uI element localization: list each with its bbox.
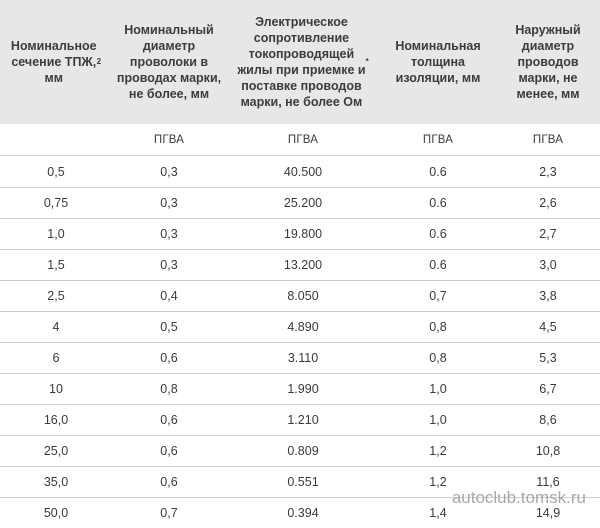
table-cell: 35,0 <box>43 474 69 489</box>
table-cell: 3,0 <box>539 257 557 272</box>
table-row <box>0 373 600 405</box>
table-cell: 25.200 <box>283 195 323 210</box>
table-cell: 1,0 <box>429 412 447 427</box>
table-cell: 0,7 <box>429 288 447 303</box>
table-cell: 0,3 <box>160 226 178 241</box>
table-cell: 0,6 <box>160 474 178 489</box>
header-cross-section-text: Номинальное сечение ТПЖ, мм <box>10 39 97 85</box>
header-insulation-thickness: Номинальная толщина изоляции, мм <box>395 39 481 85</box>
table-cell: 6 <box>52 350 60 365</box>
table-cell: 1,2 <box>429 443 447 458</box>
table-cell: 1,0 <box>47 226 65 241</box>
table-cell: 0,5 <box>47 164 65 179</box>
table-cell: 4,5 <box>539 319 557 334</box>
table-cell: 2,6 <box>539 195 557 210</box>
table-row <box>0 404 600 436</box>
table-cell: 0.6 <box>429 195 447 210</box>
table-cell: 0.6 <box>429 164 447 179</box>
table-cell: 3,8 <box>539 288 557 303</box>
table-cell: 2,7 <box>539 226 557 241</box>
table-cell: 8.050 <box>287 288 319 303</box>
table-cell: 0,8 <box>429 319 447 334</box>
subheader-cell: ПГВА <box>153 133 185 146</box>
header-resistance-text: Электрическое сопротивление токопроводящей жилы при приемке и поставке проводов марки, не более Ом <box>237 15 366 109</box>
table-cell: 10 <box>49 381 63 396</box>
table-cell: 0,75 <box>43 195 69 210</box>
table-cell: 0,3 <box>160 257 178 272</box>
table-cell: 1.210 <box>287 412 319 427</box>
table-header <box>0 0 600 124</box>
table-cell: 1.990 <box>287 381 319 396</box>
table-cell: 0,3 <box>160 195 178 210</box>
table-row <box>0 342 600 374</box>
table-cell: 0,8 <box>429 350 447 365</box>
table-cell: 6,7 <box>539 381 557 396</box>
table-cell: 4.890 <box>287 319 319 334</box>
subheader-row <box>0 124 600 156</box>
table-cell: 4 <box>52 319 60 334</box>
subheader-cell <box>0 124 112 155</box>
table-row <box>0 435 600 467</box>
table-cell: 0,8 <box>160 381 178 396</box>
table-cell: 3.110 <box>287 350 319 365</box>
table-cell: 0,6 <box>160 412 178 427</box>
table-cell: 0,6 <box>160 350 178 365</box>
table-cell: 25,0 <box>43 443 69 458</box>
table-cell: 0,5 <box>160 319 178 334</box>
table-cell: 19.800 <box>283 226 323 241</box>
watermark: autoclub.tomsk.ru <box>451 488 586 507</box>
table-cell: 0.6 <box>429 257 447 272</box>
header-resistance: Электрическое сопротивление токопроводящей жилы при приемке и поставке проводов марки, не более Ом * <box>237 15 369 109</box>
table-cell: 0.809 <box>287 443 319 458</box>
table-cell: 2,3 <box>539 164 557 179</box>
table-cell: 1,5 <box>47 257 65 272</box>
table-cell: 0,6 <box>160 443 178 458</box>
table-cell: 0.551 <box>287 474 319 489</box>
table-cell: 8,6 <box>539 412 557 427</box>
table-cell: 1,2 <box>429 474 447 489</box>
table-cell: 2,5 <box>47 288 65 303</box>
header-wire-diameter: Номинальный диаметр проволоки в проводах марки, не более, мм <box>116 23 222 101</box>
table-cell: 0.6 <box>429 226 447 241</box>
table-cell: 11,6 <box>536 474 560 489</box>
table-cell: 0,4 <box>160 288 178 303</box>
table-row <box>0 218 600 250</box>
table-row <box>0 311 600 343</box>
table-cell: 1,0 <box>429 381 447 396</box>
table-cell: 1,4 <box>429 505 447 520</box>
table-cell: 13.200 <box>283 257 323 272</box>
table-cell: 0,7 <box>160 505 178 520</box>
table-cell: 10,8 <box>535 443 561 458</box>
table-row <box>0 280 600 312</box>
table-cell: 16,0 <box>43 412 69 427</box>
subheader-cell: ПГВА <box>287 133 319 146</box>
table-cell: 14,9 <box>535 505 561 520</box>
subheader-cell: ПГВА <box>532 133 564 146</box>
subheader-cell: ПГВА <box>422 133 454 146</box>
table-row <box>0 249 600 281</box>
table-row <box>0 156 600 188</box>
table-cell: 50,0 <box>43 505 69 520</box>
header-outer-diameter: Наружный диаметр проводов марки, не менее, мм <box>515 23 581 101</box>
table-cell: 40.500 <box>283 164 323 179</box>
table-cell: 0.394 <box>287 505 319 520</box>
table-cell: 5,3 <box>539 350 557 365</box>
header-cross-section: Номинальное сечение ТПЖ, мм 2 <box>10 39 102 85</box>
table-cell: 0,3 <box>160 164 178 179</box>
table-row <box>0 187 600 219</box>
